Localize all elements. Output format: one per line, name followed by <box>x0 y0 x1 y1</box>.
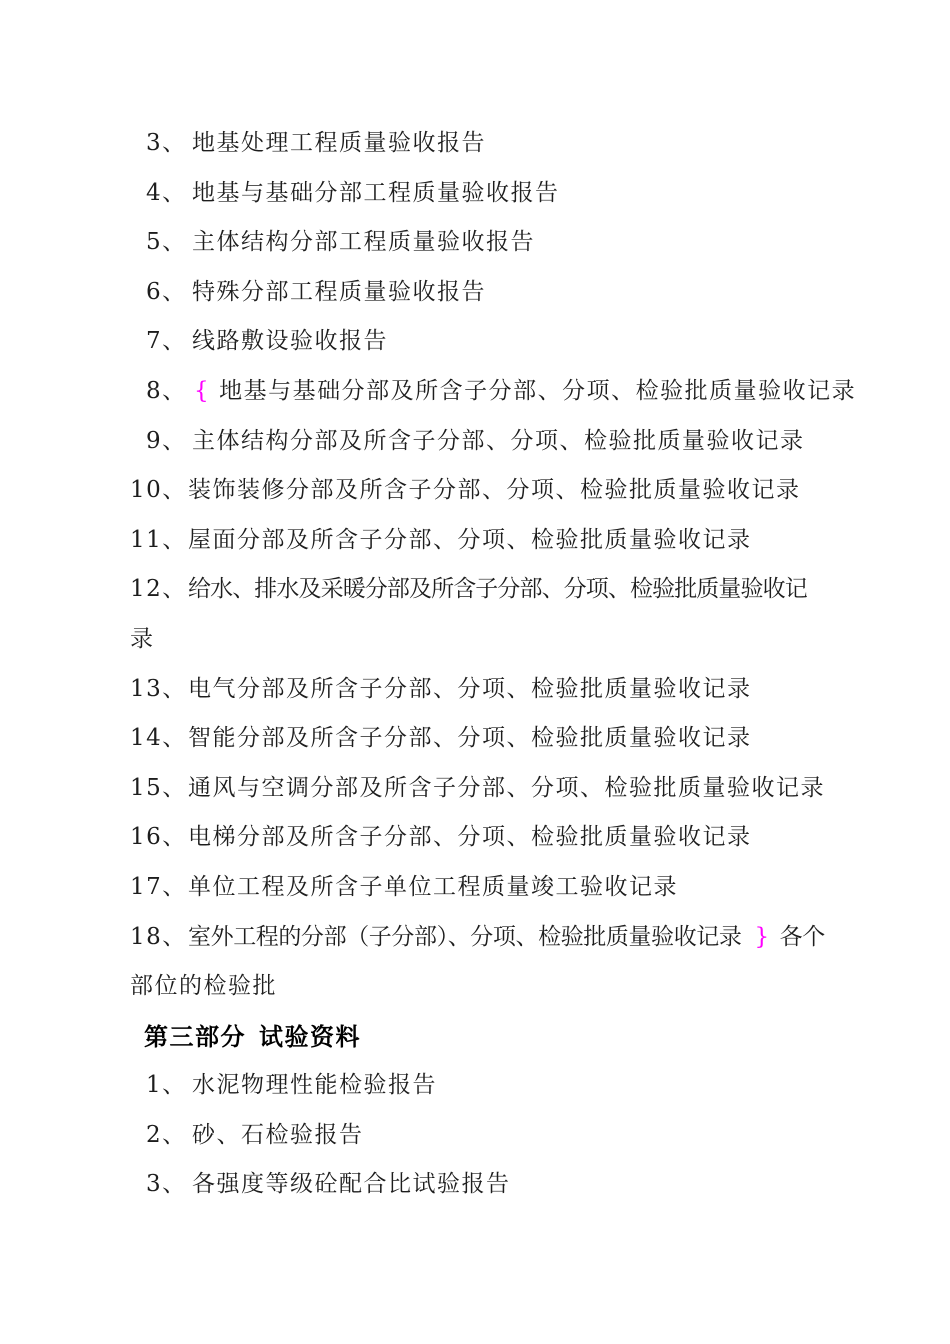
line-text: 地基与基础分部工程质量验收报告 <box>192 179 560 206</box>
line-text: 电气分部及所含子分部、分项、检验批质量验收记录 <box>188 675 752 702</box>
line-text: 给水、排水及采暖分部及所含子分部、分项、检验批质量验收记 <box>188 576 807 603</box>
list-number: 18、 <box>130 923 187 950</box>
list-number: 7、 <box>146 328 187 355</box>
list-number: 17、 <box>130 873 187 900</box>
list-number: 5、 <box>146 229 187 256</box>
close-brace-mark: } <box>754 923 771 950</box>
line-text: 特殊分部工程质量验收报告 <box>192 278 486 305</box>
line-text: 主体结构分部工程质量验收报告 <box>192 229 535 256</box>
list-item <box>0 714 950 764</box>
line-text-after-brace: 各个 <box>779 923 825 950</box>
line-text: 装饰装修分部及所含子分部、分项、检验批质量验收记录 <box>188 477 801 504</box>
list-number: 9、 <box>146 427 187 454</box>
list-number: 4、 <box>146 179 187 206</box>
line-text: 地基处理工程质量验收报告 <box>192 130 486 156</box>
line-text: 线路敷设验收报告 <box>192 328 388 355</box>
line-text: 地基与基础分部及所含子分部、分项、检验批质量验收记录 <box>219 377 857 404</box>
line-text: 水泥物理性能检验报告 <box>192 1072 437 1099</box>
list-item <box>0 516 950 566</box>
wrapped-line <box>0 615 950 665</box>
section-heading <box>0 1012 950 1062</box>
list-item <box>0 764 950 814</box>
list-number: 14、 <box>130 725 187 752</box>
line-text: 砂、石检验报告 <box>192 1121 364 1148</box>
list-item <box>0 565 950 615</box>
list-number: 1、 <box>146 1072 187 1099</box>
list-number: 2、 <box>146 1121 187 1148</box>
line-text: 电梯分部及所含子分部、分项、检验批质量验收记录 <box>188 824 752 851</box>
list-item <box>0 169 950 219</box>
list-item <box>0 1160 950 1210</box>
list-number: 6、 <box>146 278 187 305</box>
list-item <box>0 218 950 268</box>
list-item <box>0 665 950 715</box>
line-text: 单位工程及所含子单位工程质量竣工验收记录 <box>188 873 678 900</box>
list-item <box>0 119 950 169</box>
list-number: 11、 <box>130 526 187 553</box>
open-brace-mark: { <box>194 377 211 404</box>
line-text: 通风与空调分部及所含子分部、分项、检验批质量验收记录 <box>188 774 825 801</box>
line-text: 智能分部及所含子分部、分项、检验批质量验收记录 <box>188 725 752 752</box>
list-item <box>0 1111 950 1161</box>
list-number: 12、 <box>130 576 187 603</box>
line-text: 屋面分部及所含子分部、分项、检验批质量验收记录 <box>188 526 752 553</box>
list-number: 3、 <box>146 1171 187 1198</box>
list-item <box>0 863 950 913</box>
heading-part-title: 试验资料 <box>259 1021 361 1051</box>
line-text: 各强度等级砼配合比试验报告 <box>192 1171 511 1198</box>
list-item <box>0 813 950 863</box>
heading-part-number: 第三部分 <box>144 1021 246 1051</box>
line-text: 主体结构分部及所含子分部、分项、检验批质量验收记录 <box>192 427 805 454</box>
wrapped-line <box>0 962 950 1012</box>
list-number: 3、 <box>146 130 187 156</box>
list-item <box>0 417 950 467</box>
list-number: 13、 <box>130 675 187 702</box>
line-text: 录 <box>130 625 155 652</box>
list-item <box>0 367 950 417</box>
list-item <box>0 466 950 516</box>
list-number: 15、 <box>130 774 187 801</box>
list-item <box>0 1061 950 1111</box>
list-number: 16、 <box>130 824 187 851</box>
list-item <box>0 913 950 963</box>
list-item <box>0 317 950 367</box>
list-item <box>0 268 950 318</box>
line-text: 室外工程的分部（子分部）、分项、检验批质量验收记录 <box>188 923 742 950</box>
list-number: 8、 <box>146 377 187 404</box>
line-text: 部位的检验批 <box>130 973 277 1000</box>
list-number: 10、 <box>130 477 187 504</box>
